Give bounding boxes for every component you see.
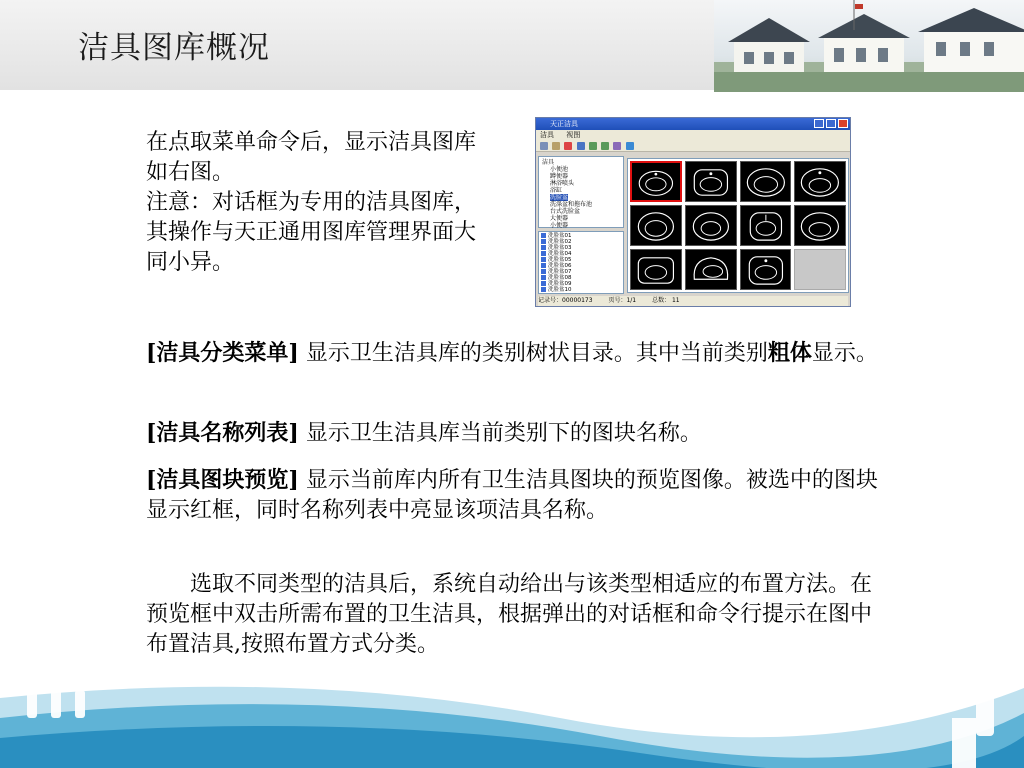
list-item: 洗脸盆09 xyxy=(541,281,623,287)
menu-item: 视图 xyxy=(566,131,581,139)
preview-cell-empty xyxy=(794,249,846,290)
slide-title: 洁具图库概况 xyxy=(78,30,270,66)
save-icon xyxy=(552,142,560,150)
status-record: 记录号：00000173 xyxy=(538,297,593,304)
list-item: 洗脸盆04 xyxy=(541,251,623,257)
tree-node: 小便器 xyxy=(550,222,569,229)
dialog-title-bar xyxy=(536,118,850,130)
section-text: 显示卫生洁具库当前类别下的图块名称。 xyxy=(305,421,702,446)
list-item: 洗脸盆10 xyxy=(541,287,623,293)
fixture-preview-grid xyxy=(627,158,849,293)
section-text: 显示卫生洁具库的类别树状目录。其中当前类别 xyxy=(305,341,768,366)
tree-node: 洁具 xyxy=(542,159,555,166)
preview-cell xyxy=(740,249,792,290)
section-tag: [洁具名称列表] xyxy=(146,420,299,446)
section-tag: [洁具图块预览] xyxy=(146,467,299,493)
dialog-status-bar xyxy=(538,296,848,306)
list-item: 洗脸盆06 xyxy=(541,263,623,269)
list-item: 洗脸盆03 xyxy=(541,245,623,251)
section-tag: [洁具分类菜单] xyxy=(146,340,299,366)
intro-line-2: 注意：对话框为专用的洁具图库，其操作与天正通用图库管理界面大同小异。 xyxy=(146,190,477,275)
tree-node: 浴缸 xyxy=(550,187,563,194)
preview-cell xyxy=(794,161,846,202)
preview-cell-selected xyxy=(630,161,682,202)
menu-item: 洁具 xyxy=(540,131,554,139)
preview-cell xyxy=(685,205,737,246)
bottom-wave-decoration xyxy=(0,658,1024,768)
section-text: 显示。 xyxy=(811,341,878,366)
minimize-icon xyxy=(814,119,824,128)
list-item: 洗脸盆02 xyxy=(541,239,623,245)
section-bold: 粗体 xyxy=(767,340,812,366)
dialog-toolbar xyxy=(536,140,850,152)
closing-paragraph: 选取不同类型的洁具后，系统自动给出与该类型相适应的布置方法。在预览框中双击所需布置的卫生洁具，根据弹出的对话框和命令行提示在图中布置洁具,按照布置方式分类。 xyxy=(146,572,873,657)
tree-node: 洗涤盆和拖布池 xyxy=(550,201,593,208)
status-page: 页号：1/1 xyxy=(608,297,637,304)
tangent-sanitary-dialog-screenshot xyxy=(535,117,851,307)
up-icon xyxy=(589,142,597,150)
tree-node: 小便池 xyxy=(550,166,569,173)
list-item: 洗脸盆08 xyxy=(541,275,623,281)
edit-icon xyxy=(613,142,621,150)
preview-cell xyxy=(630,249,682,290)
preview-cell xyxy=(740,205,792,246)
tree-node-selected: 洗脸盆 xyxy=(550,194,569,201)
status-total: 总数： 11 xyxy=(652,297,680,304)
section-text: 显示当前库内所有卫生洁具图块的预览图像。被选中的图块显示红框，同时名称列表中亮显该项洁具名称。 xyxy=(146,468,878,523)
view-icon xyxy=(577,142,585,150)
delete-icon xyxy=(564,142,572,150)
open-icon xyxy=(540,142,548,150)
preview-cell xyxy=(685,161,737,202)
list-item: 洗脸盆05 xyxy=(541,257,623,263)
tree-node: 淋浴喷头 xyxy=(550,180,575,187)
preview-cell xyxy=(685,249,737,290)
fixture-name-list xyxy=(538,231,624,294)
down-icon xyxy=(601,142,609,150)
intro-text xyxy=(146,128,494,278)
list-item: 洗脸盆07 xyxy=(541,269,623,275)
dialog-title: 天正洁具 xyxy=(550,120,578,128)
preview-cell xyxy=(740,161,792,202)
list-item: 洗脸盆01 xyxy=(541,233,623,239)
tree-node: 蹲便器 xyxy=(550,173,569,180)
preview-cell xyxy=(630,205,682,246)
dialog-menu-bar xyxy=(536,130,850,140)
window-icon xyxy=(626,142,634,150)
tree-node: 大便器 xyxy=(550,215,569,222)
tree-node: 台式洗脸盆 xyxy=(550,208,581,215)
section-category-menu xyxy=(146,338,886,369)
header-houses-image xyxy=(714,0,1024,92)
category-tree xyxy=(538,156,624,228)
close-icon xyxy=(838,119,848,128)
preview-cell xyxy=(794,205,846,246)
section-block-preview xyxy=(146,465,886,526)
maximize-icon xyxy=(826,119,836,128)
intro-line-1: 在点取菜单命令后，显示洁具图库如右图。 xyxy=(146,130,477,185)
section-name-list xyxy=(146,418,886,449)
